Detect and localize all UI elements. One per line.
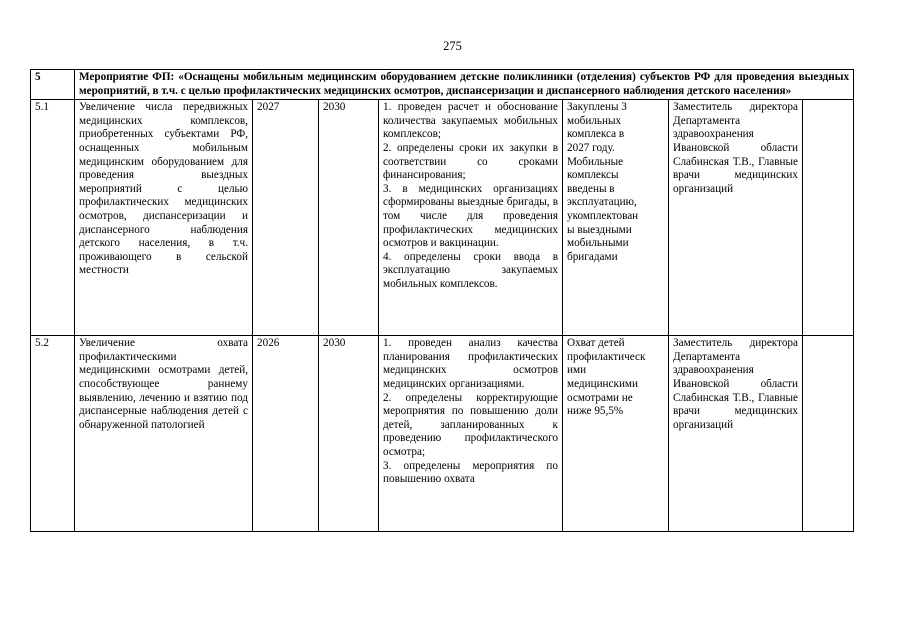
result-line: ниже 95,5% xyxy=(567,405,624,418)
result-line: эксплуатацию, xyxy=(567,196,637,209)
table-row xyxy=(31,336,854,532)
end-year: 2030 xyxy=(319,336,379,532)
result-line: осмотрами не xyxy=(567,391,633,404)
result-line: Мобильные xyxy=(567,155,624,168)
stages-cell xyxy=(379,100,563,336)
row-description: Увеличение числа передвижных медицинских комплексов, приобретенных субъектами РФ, оснащенных мобильным медицинским оборудованием для проведения выездных мероприятий с целью профилактических медицинских осмотров, диспансеризации и диспансерного наблюдения детского населения, в т.ч. проживающего в сельской местности xyxy=(75,100,253,336)
stage-item: 3. определены мероприятия по повышению охвата xyxy=(383,459,558,486)
section-header-row xyxy=(31,70,854,100)
row-number: 5.1 xyxy=(31,100,75,336)
extra-cell xyxy=(803,100,854,336)
result-line: ими xyxy=(567,364,587,377)
result-line: 2027 году. xyxy=(567,141,615,154)
row-description: Увеличение охвата профилактическими медицинскими осмотрами детей, способствующее раннему выявлению, лечению и взятию под диспансерные наблюдения детей с обнаруженной патологией xyxy=(75,336,253,532)
result-line: профилактическ xyxy=(567,350,646,363)
result-line: укомплектован xyxy=(567,209,639,222)
end-year: 2030 xyxy=(319,100,379,336)
result-line: комплекса в xyxy=(567,128,625,141)
page-number: 275 xyxy=(443,39,462,53)
result-cell xyxy=(563,336,669,532)
result-cell xyxy=(563,100,669,336)
result-line: Закуплены 3 xyxy=(567,101,627,114)
stage-item: 2. определены корректирующие мероприятия по повышению доли детей, запланированных к проведению профилактического осмотра; xyxy=(383,391,558,458)
section-title: Мероприятие ФП: «Оснащены мобильным медицинским оборудованием детские поликлиники (отделения) субъектов РФ для проведения выездных мероприятий, в т.ч. с целью профилактических медицинских осмотров, диспансеризации и диспансерного наблюдения детского населения» xyxy=(75,70,854,100)
result-line: бригадами xyxy=(567,250,618,263)
result-line: медицинскими xyxy=(567,377,638,390)
result-line: ы выездными xyxy=(567,223,632,236)
start-year: 2027 xyxy=(253,100,319,336)
responsible-cell: Заместитель директора Департамента здравоохранения Ивановской области Слабинская Т.В., Главные врачи медицинских организаций xyxy=(669,100,803,336)
stage-item: 1. проведен расчет и обоснование количества закупаемых мобильных комплексов; xyxy=(383,101,558,141)
section-number: 5 xyxy=(31,70,75,100)
result-line: мобильных xyxy=(567,114,622,127)
result-line: мобильными xyxy=(567,237,629,250)
responsible-cell: Заместитель директора Департамента здравоохранения Ивановской области Слабинская Т.В., Главные врачи медицинских организаций xyxy=(669,336,803,532)
result-line: комплексы xyxy=(567,169,619,182)
stages-cell xyxy=(379,336,563,532)
start-year: 2026 xyxy=(253,336,319,532)
stage-item: 4. определены сроки ввода в эксплуатацию закупаемых мобильных комплексов. xyxy=(383,250,558,290)
table-row xyxy=(31,100,854,336)
stage-item: 3. в медицинских организациях сформированы выездные бригады, в том числе для проведения профилактических медицинских осмотров и вакцинации. xyxy=(383,182,558,250)
result-line: Охват детей xyxy=(567,337,625,350)
row-number: 5.2 xyxy=(31,336,75,532)
stage-item: 2. определены сроки их закупки в соответствии со сроками финансирования; xyxy=(383,141,558,182)
stage-item: 1. проведен анализ качества планирования профилактических медицинских осмотров медицинских организациями. xyxy=(383,337,558,390)
extra-cell xyxy=(803,336,854,532)
result-line: введены в xyxy=(567,182,615,195)
activity-table xyxy=(30,69,854,532)
